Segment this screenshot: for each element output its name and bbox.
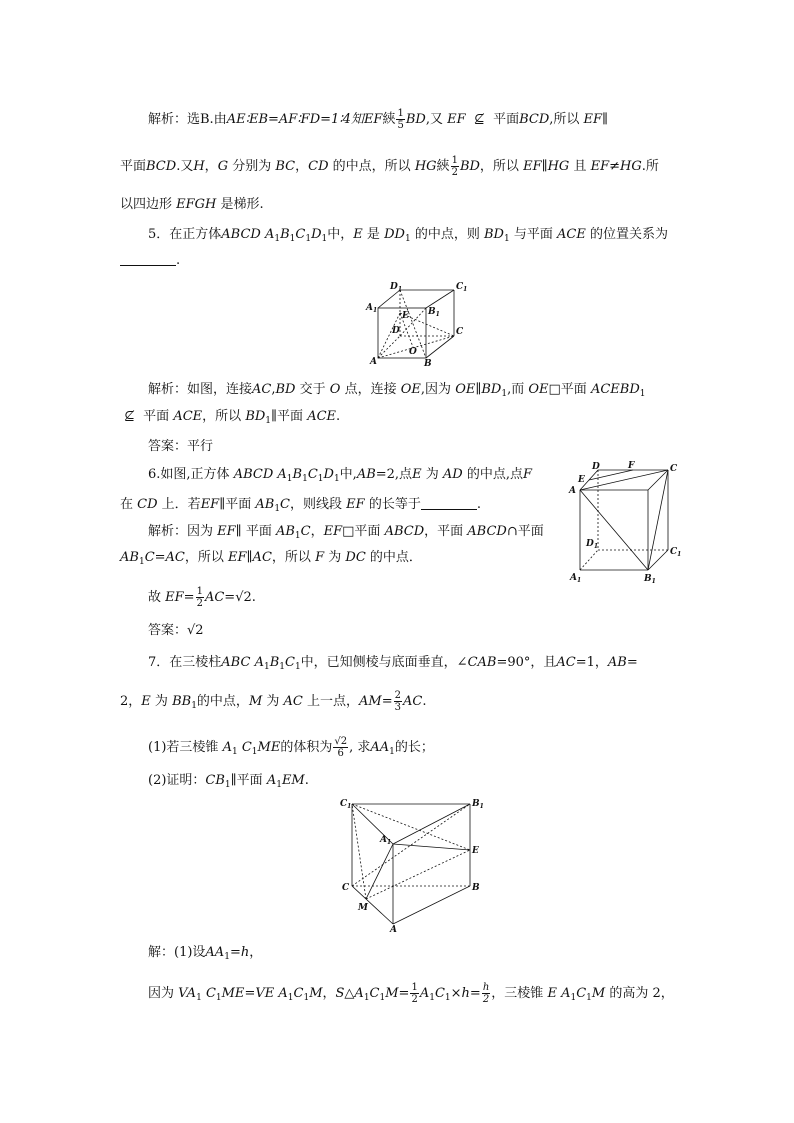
- line-mc1: [352, 804, 366, 899]
- line-cb1: [352, 804, 470, 886]
- label-e: E: [402, 311, 409, 321]
- solution-line-2: 平面BCD.又H，G 分别为 BC，CD 的中点，所以 HG綊 $\frac{1}{2}$ BD，所以 EF∥HG 且 EF≠HG.所: [120, 155, 659, 178]
- label-b1: $B_1$: [472, 799, 484, 810]
- fraction: $\frac{1}{5}$: [397, 108, 404, 131]
- label-b: B: [424, 359, 432, 369]
- label-c: C: [670, 464, 678, 474]
- edge-a1d1: [378, 290, 400, 308]
- cube-figure-2: [562, 460, 686, 586]
- label-a: A: [569, 486, 576, 496]
- label-e: E: [472, 846, 479, 856]
- answer-blank[interactable]: [421, 497, 477, 510]
- question-7-part-2: (2)证明：$CB_1\parallel$平面 $A_1EM$.: [148, 773, 309, 790]
- prism-figure: [338, 794, 490, 932]
- question-5-solution-line-1: 解析：如图，连接AC,BD 交于 O 点，连接 OE,因为 $OE\parallel BD_1$,而 OE□平面 $ACEBD_1$: [148, 382, 646, 399]
- line-c1e: [352, 804, 470, 850]
- label-c1: $C_1$: [456, 282, 468, 293]
- label-d: D: [592, 462, 600, 472]
- question-6-solution-line-3: 故 EF= $\frac{1}{2}$ AC=√2.: [148, 586, 256, 609]
- fraction: $\frac{1}{2}$: [451, 155, 458, 178]
- label-b: B: [472, 883, 480, 893]
- question-6-answer: 答案：√2: [148, 623, 204, 638]
- label-b1: $B_1$: [428, 307, 440, 318]
- label-a: A: [370, 357, 377, 367]
- label-a1: $A_1$: [380, 835, 392, 846]
- label-f: F: [628, 461, 635, 471]
- label-c1: $C_1$: [670, 547, 682, 558]
- question-5-answer: 答案：平行: [148, 439, 214, 454]
- label-a1: $A_1$: [366, 303, 378, 314]
- label-o: O: [409, 347, 417, 357]
- question-7-solution-line-1: 解：(1)设$AA_1=h$，: [148, 945, 263, 962]
- fraction: $\frac{√2}{6}$: [334, 736, 348, 759]
- edge-ad: [378, 336, 400, 358]
- line-cb1: [648, 470, 668, 570]
- label-d1: $D_1$: [586, 539, 598, 550]
- edge-b1c1: [426, 290, 454, 308]
- question-6-line-2: 在 CD 上．若EF∥平面 $AB_1C$，则线段 EF 的长等于 .: [120, 497, 481, 514]
- fraction: $\frac{2}{3}$: [394, 690, 402, 713]
- label-b1: $B_1$: [644, 574, 656, 585]
- line-ac: [580, 470, 668, 490]
- question-5-line-1: 5．在正方体ABCD $A_1B_1C_1D_1$中，E 是 $DD_1$ 的中点，则 $BD_1$ 与平面 ACE 的位置关系为: [148, 227, 668, 244]
- label-a1: $A_1$: [570, 573, 582, 584]
- label-c: C: [342, 883, 350, 893]
- edge-ab: [393, 886, 470, 924]
- answer-blank[interactable]: [120, 253, 176, 266]
- solution-line-3: 以四边形 EFGH 是梯形.: [120, 197, 264, 212]
- label-c1: $C_1$: [340, 799, 352, 810]
- question-7-solution-line-2: 因为 $VA_1$ $C_1ME=VE$ $A_1C_1M$，$S\triangle A_1C_1M=$ $\frac{1}{2}$ $A_1C_1\times h=$ $\frac{h}{2}$ ，三棱锥 E $A_1C_1M$ 的高为 2，: [148, 982, 674, 1005]
- label-d: D: [392, 326, 400, 336]
- line-me: [366, 850, 470, 899]
- question-5-line-2: .: [120, 252, 180, 270]
- edge-bc: [426, 336, 454, 358]
- cube-figure-1: [360, 278, 470, 370]
- label-c: C: [456, 327, 464, 337]
- question-6-solution-line-2: $AB_1C=AC$，所以 EF∥AC，所以 F 为 DC 的中点．: [120, 550, 422, 567]
- edge-a1b1: [393, 804, 470, 844]
- question-7-line-1: 7．在三棱柱ABC $A_1B_1C_1$中，已知侧棱与底面垂直，∠CAB=90°，且AC=1，AB=: [148, 655, 638, 672]
- edge-a1d1: [580, 550, 598, 570]
- question-6-solution-line-1: 解析：因为 EF∥ 平面 $AB_1C$，EF□平面 ABCD，平面 ABCD∩平面: [148, 524, 544, 541]
- question-7-line-2: 2，E 为 $BB_1$的中点，M 为 AC 上一点，AM= $\frac{2}{3}$ AC.: [120, 690, 427, 713]
- label-e: E: [578, 475, 585, 485]
- fraction: $\frac{1}{2}$: [411, 982, 418, 1005]
- question-7-part-1: (1)若三棱锥 $A_1$ $C_1ME$的体积为 $\frac{√2}{6}$ , 求$AA_1$的长；: [148, 736, 434, 759]
- line-ab1: [580, 490, 648, 570]
- line-ma1: [366, 844, 393, 899]
- fraction: $\frac{1}{2}$: [196, 586, 203, 609]
- question-5-solution-line-2: ⊈ 平面 ACE，所以 $BD_1\parallel$平面 ACE.: [124, 409, 341, 426]
- fraction: $\frac{h}{2}$: [482, 982, 490, 1005]
- label-a: A: [390, 925, 397, 932]
- question-6-line-1: 6.如图,正方体 ABCD $A_1B_1C_1D_1$中,AB=2,点E 为 AD 的中点,点F: [148, 467, 532, 484]
- solution-line-1: 解析：选B.由AE∶EB=AF∶FD=1∶4知EF綊 $\frac{1}{5}$ BD,又 EF ⊈ 平面BCD,所以 EF∥: [148, 108, 609, 131]
- label-d1: $D_1$: [390, 282, 402, 293]
- label-m: M: [358, 903, 368, 913]
